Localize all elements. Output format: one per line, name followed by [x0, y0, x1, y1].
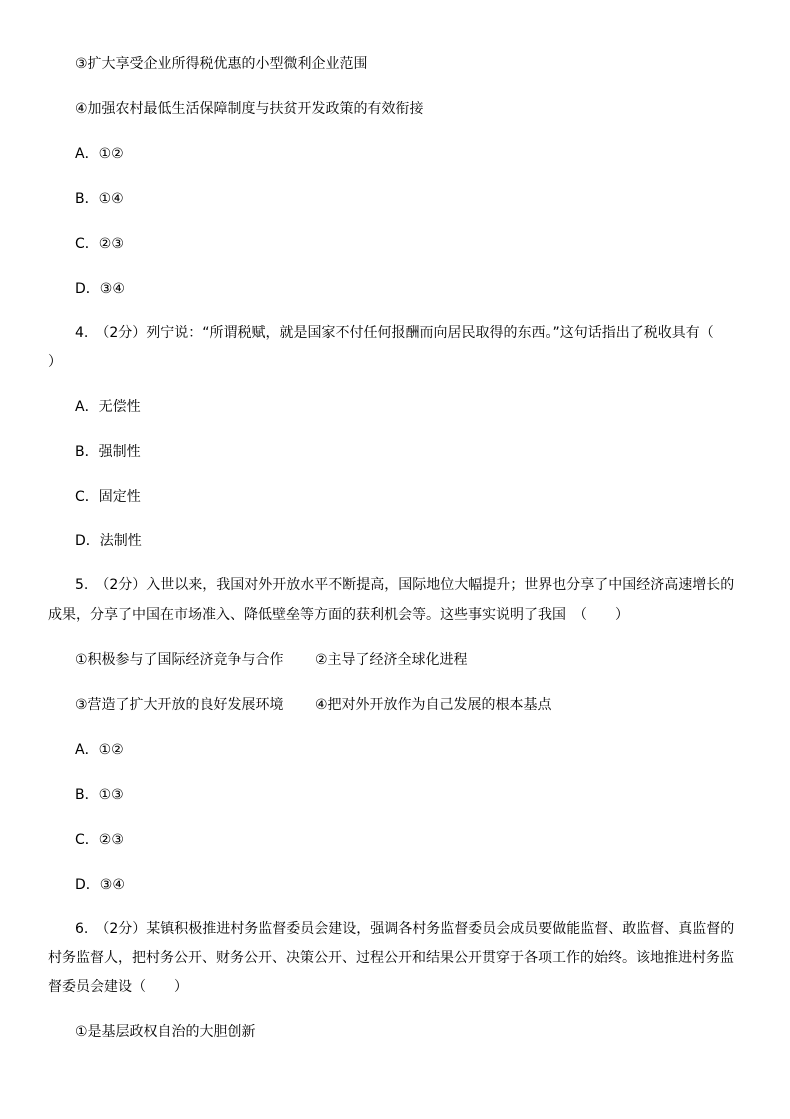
q3-choice-a: A．①② — [75, 146, 124, 162]
q4-stem: 4. （2分）列宁说：“所谓税赋，就是国家不付任何报酬而向居民取得的东西。”这句话指出了税收具有（ — [75, 325, 714, 341]
q5-stem: 5. （2分）入世以来，我国对外开放水平不断提高，国际地位大幅提升；世界也分享了中国经济高速增长的 — [75, 577, 735, 593]
q3-choice-c: C．②③ — [75, 236, 124, 252]
q5-statement-4: ④把对外开放作为自己发展的根本基点 — [315, 697, 552, 713]
q5-statements-row-2 — [75, 696, 552, 714]
q6-stem-cont-1: 村务监督人，把村务公开、财务公开、决策公开、过程公开和结果公开贯穿于各项工作的始终。该地推进村务监 — [48, 950, 734, 966]
q5-choice-c: C．②③ — [75, 832, 124, 848]
q3-choice-b: B．①④ — [75, 191, 124, 207]
q3-statement-3: ③扩大享受企业所得税优惠的小型微利企业范围 — [75, 56, 368, 72]
q5-choice-d: D．③④ — [75, 877, 125, 893]
q5-stem-cont: 成果，分享了中国在市场准入、降低壁垒等方面的获利机会等。这些事实说明了我国 （ ） — [48, 607, 629, 623]
q4-stem-cont: ） — [48, 354, 62, 370]
q5-statement-1: ①积极参与了国际经济竞争与合作 — [75, 652, 284, 668]
q3-statement-4: ④加强农村最低生活保障制度与扶贫开发政策的有效衔接 — [75, 101, 424, 117]
q6-stem: 6. （2分）某镇积极推进村务监督委员会建设，强调各村务监督委员会成员要做能监督、敢监督、真监督的 — [75, 921, 735, 937]
q4-choice-b: B．强制性 — [75, 444, 141, 460]
q3-choice-d: D．③④ — [75, 281, 125, 297]
q5-choice-a: A．①② — [75, 742, 124, 758]
q4-choice-c: C．固定性 — [75, 489, 141, 505]
q5-statements-row-1 — [75, 651, 468, 669]
q5-statement-3: ③营造了扩大开放的良好发展环境 — [75, 697, 284, 713]
q5-statement-2: ②主导了经济全球化进程 — [315, 652, 468, 668]
q4-choice-d: D．法制性 — [75, 533, 142, 549]
q6-stem-cont-2: 督委员会建设（ ） — [48, 979, 188, 995]
q4-choice-a: A．无偿性 — [75, 399, 141, 415]
q6-statement-1: ①是基层政权自治的大胆创新 — [75, 1024, 256, 1040]
q5-choice-b: B．①③ — [75, 787, 124, 803]
